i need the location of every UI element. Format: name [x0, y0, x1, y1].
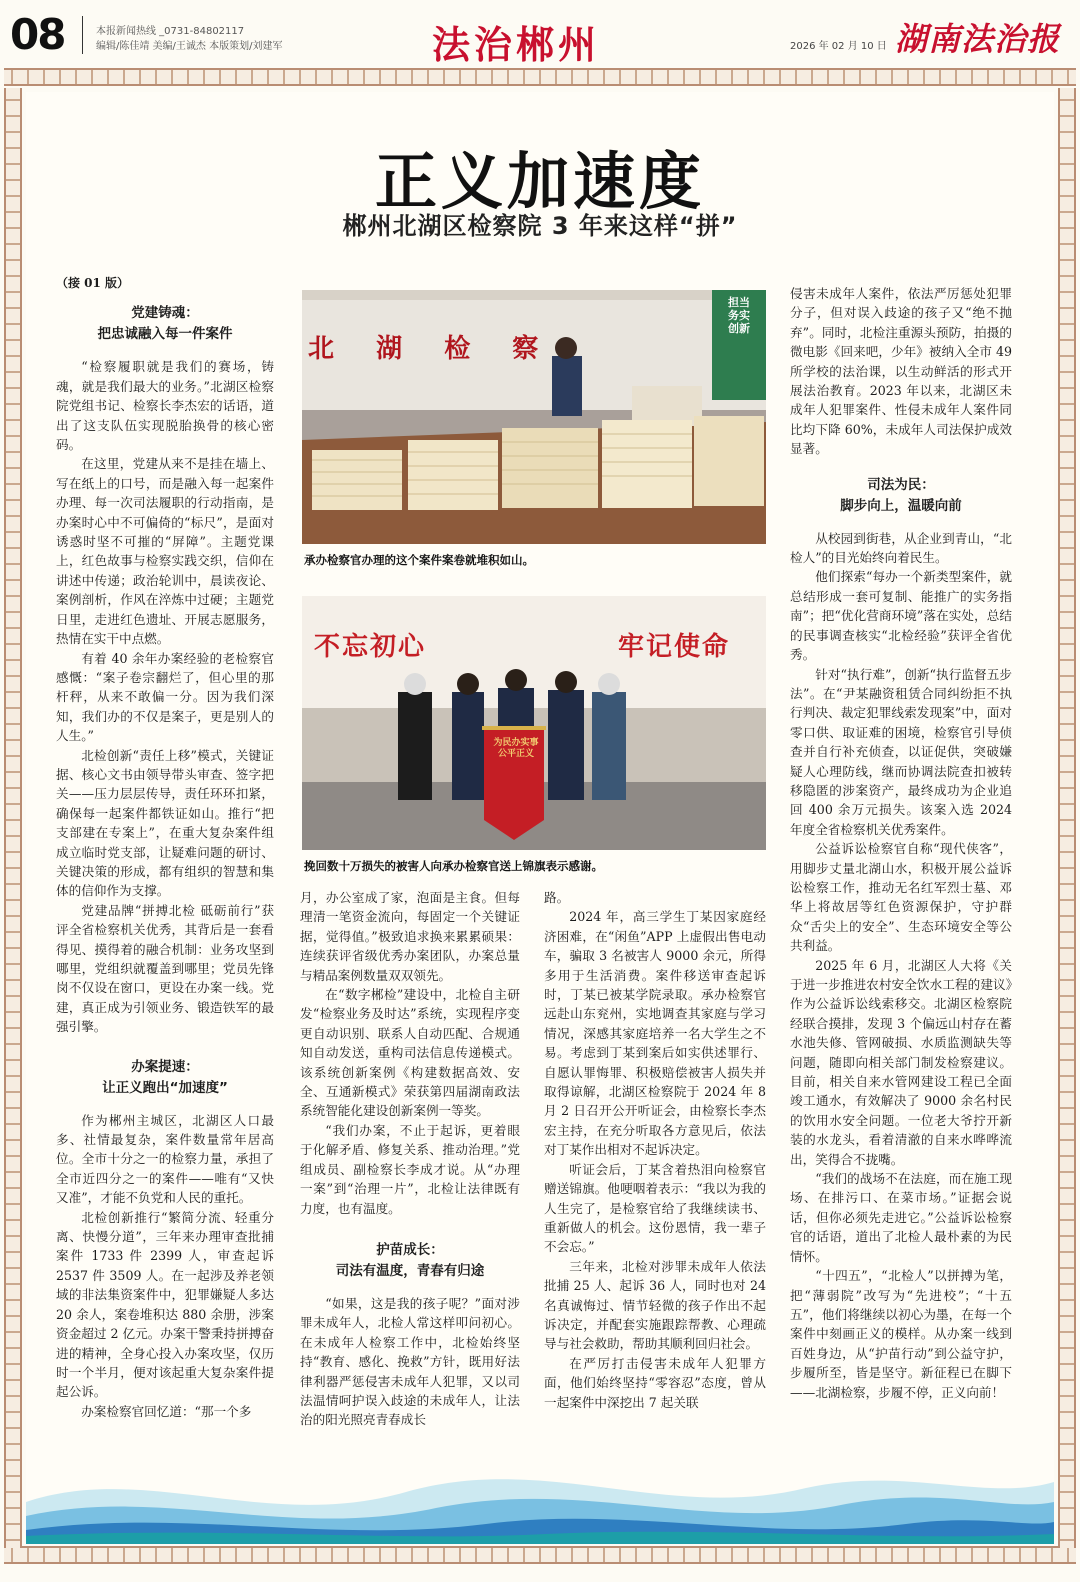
section-title: 法治郴州	[432, 22, 601, 67]
photo-caption-1: 承办检察官办理的这个案件案卷就堆积如山。	[304, 553, 534, 567]
paragraph: 北检创新推行“繁简分流、轻重分离、快慢分道”，三年来办理审查批捕案件 1733 件 2399 人，审查起诉 2537 件 3509 人。在一起涉及养老领域的非法集资案件中，犯罪嫌疑人多达 20 余人，案卷堆积达 880 余册，涉案资金超过 2 亿元。办案干警秉持拼搏奋进的精神，全身心投入办案攻坚，仅历时一个半月，便对该起重大复杂案件提起公诉。	[56, 1209, 274, 1400]
paragraph: 从校园到街巷，从企业到青山，“北检人”的目光始终向着民生。	[790, 530, 1012, 566]
page-number: 08	[10, 10, 65, 59]
headline: 正义加速度	[374, 145, 705, 218]
masthead-info	[96, 24, 282, 54]
paragraph: “如果，这是我的孩子呢？”面对涉罪未成年人，北检人常这样叩问初心。在未成年人检察工作中，北检始终坚持“教育、感化、挽救”方针，既用好法律利器严惩侵害未成年人犯罪，又以司法温情呵护误入歧途的未成年人，让法治的阳光照亮青春成长	[300, 1295, 520, 1428]
frame-bottom-border	[4, 1546, 1076, 1564]
paragraph: 针对“执行难”，创新“执行监督五步法”。在“尹某融资租赁合同纠纷拒不执行判决、裁定犯罪线索发现案”中，面对零口供、取证难的困境，检察官引导侦查并自行补充侦查，以证促供，突破嫌疑人心理防线，继而协调法院查扣被转移隐匿的涉案资产，最终成功为企业追回 400 余万元损失。该案入选 2024 年度全省检察机关优秀案件。	[790, 666, 1012, 837]
paragraph: 在“数字郴检”建设中，北检自主研发“检察业务及时达”系统，实现程序变更自动识别、联系人自动匹配、合规通知自动发送，重构司法信息传递模式。该系统创新案例《构建数据高效、安全、互通新模式》荣获第四届湖南政法系统智能化建设创新案例一等奖。	[300, 987, 520, 1119]
paragraph: 党建品牌“拼搏北检 砥砺前行”获评全省检察机关优秀，其背后是一套看得见、摸得着的融合机制：业务攻坚到哪里，党组织就覆盖到哪里；党员先锋岗不仅设在窗口，更设在办案一线。党建，真正成为引领业务、锻造铁军的最强引擎。	[56, 902, 274, 1035]
hotline: 本报新闻热线 _0731-84802117	[96, 26, 245, 37]
paragraph: “检察履职就是我们的赛场，铸魂，就是我们最大的业务。”北湖区检察院党组书记、检察长李杰宏的话语，道出了这支队伍实现脱胎换骨的核心密码。	[56, 359, 274, 453]
column-1	[56, 274, 274, 1421]
section-heading-party: 党建铸魂： 把忠诚融入每一件案件	[97, 305, 233, 343]
issue-date: 2026 年 02 月 10 日	[790, 41, 887, 52]
wave-decoration	[26, 1442, 1054, 1544]
banner-left: 不忘初心	[314, 632, 427, 662]
paragraph: 2024 年，高三学生丁某因家庭经济困难，在“闲鱼”APP 上虚假出售电动车，骗取 3 名被害人 9000 余元，所得多用于生活消费。案件移送审查起诉时，丁某已被某学院录取。承办检察官远赴山东兖州，实地调查其家庭与学习情况，深感其家庭培养一名大学生之不易。考虑到丁某到案后如实供述罪行、自愿认罪悔罪、积极赔偿被害人损失并取得谅解，北湖区检察院于 2024 年 8 月 2 日召开公开听证会，由检察长李杰宏主持，在充分听取各方意见后，依法对丁某作出相对不起诉决定。	[544, 909, 766, 1158]
photo-case-files	[302, 290, 766, 544]
newspaper-logo: 湖南法治报	[895, 20, 1061, 58]
pennant-text: 为民办实事 公平正义	[493, 738, 539, 759]
frame-top-border	[4, 68, 1076, 86]
paragraph: 他们探索“每办一个新类型案件，就总结形成一套可复制、能推广的实务指南”；把“优化营商环境”落在实处，总结的民事调查核实“北检经验”获评全省优秀。	[790, 569, 1012, 663]
column-2	[300, 888, 520, 1430]
section-heading-people: 司法为民： 脚步向上，温暖向前	[840, 476, 962, 514]
paragraph: 在这里，党建从来不是挂在墙上、写在纸上的口号，而是融入每一起案件办理、每一次司法履职的行动指南，是办案时心中不可偏倚的“标尺”，是面对诱惑时坚不可摧的“屏障”。主题党课上，红色故事与检察实践交织，信仰在讲述中传递；政治轮训中，晨读夜论、案例剖析，作风在淬炼中过硬；主题党日里，走进红色遗址、开展志愿服务，热情在实干中点燃。	[56, 456, 274, 647]
paragraph: “我们的战场不在法庭，而在施工现场、在排污口、在菜市场。”证据会说话，但你必须先走进它。”公益诉讼检察官的话语，道出了北检人最朴素的为民情怀。	[790, 1171, 1012, 1264]
column-3	[544, 888, 766, 1412]
section-heading-speed: 办案提速： 让正义跑出“加速度”	[102, 1058, 228, 1096]
staff-credits: 编辑/陈佳靖 美编/王诚杰 本版策划/刘建军	[96, 41, 283, 52]
paragraph: “我们办案，不止于起诉，更着眼于化解矛盾、修复关系、推动治理。”党组成员、副检察长李成才说。从“办理一案”到“治理一片”，北检让法律既有力度，也有温度。	[300, 1122, 520, 1216]
photo-caption-2: 挽回数十万损失的被害人向承办检察官送上锦旗表示感谢。	[304, 859, 603, 873]
paragraph: 在严厉打击侵害未成年人犯罪方面，他们始终坚持“零容忍”态度，曾从一起案件中深挖出 7 起关联	[544, 1355, 766, 1410]
paragraph: 听证会后，丁某含着热泪向检察官赠送锦旗。他哽咽着表示：“我以为我的人生完了，是检察官给了我继续读书、重新做人的机会。这份恩情，我一辈子不会忘。”	[544, 1161, 766, 1255]
paragraph: 侵害未成年人案件，依法严厉惩处犯罪分子，但对误入歧途的孩子又“绝不抛弃”。同时，北检注重源头预防，拍摄的微电影《回来吧，少年》被纳入全市 49 所学校的法治课，以生动鲜活的形式开展法治教育。2023 年以来，北湖区未成年人犯罪案件、性侵未成年人案件同比均下降 60%，未成年人司法保护成效显著。	[790, 286, 1012, 457]
masthead-divider	[82, 16, 83, 54]
wall-sign: 北 湖 检 察	[308, 334, 547, 364]
subheadline: 郴州北湖区检察院 3 年来这样“拼”	[342, 212, 738, 240]
paragraph: 路。	[544, 890, 570, 905]
paragraph: 办案检察官回忆道：“那一个多	[81, 1403, 252, 1419]
column-4	[790, 284, 1012, 1402]
paragraph: 作为郴州主城区，北湖区人口最多、社情最复杂，案件数量常年居高位。全市十分之一的检察力量，承担了全市近四分之一的案件——唯有“又快又准”，才能不负党和人民的重托。	[56, 1112, 274, 1206]
section-heading-youth: 护苗成长： 司法有温度，青春有归途	[335, 1241, 485, 1279]
frame-left-border	[4, 88, 22, 1548]
side-sign: 担当 务实 创新	[728, 296, 750, 335]
frame-right-border	[1058, 88, 1076, 1548]
photo-pennant	[302, 596, 766, 850]
continued-label: （接 01 版）	[56, 276, 130, 290]
paragraph: 2025 年 6 月，北湖区人大将《关于进一步推进农村安全饮水工程的建议》作为公益诉讼线索移交。北湖区检察院经联合摸排，发现 3 个偏远山村存在蓄水池失修、管网破损、水质监测缺失等问题，随即向相关部门制发检察建议。目前，相关自来水管网建设工程已全面竣工通水，有效解决了 9000 余名村民的饮用水安全问题。一位老大爷拧开新装的水龙头，看着清澈的自来水哗哗流出，笑得合不拢嘴。	[790, 957, 1012, 1167]
paragraph: “十四五”，“北检人”以拼搏为笔，把“薄弱院”改写为“先进校”；“十五五”，他们将继续以初心为墨，在每一个案件中刻画正义的模样。从办案一线到百姓身边，从“护苗行动”到公益守护，步履所至，皆是坚守。新征程已在脚下——北湖检察，步履不停，正义向前！	[790, 1268, 1012, 1400]
masthead	[0, 0, 1080, 66]
banner-right: 牢记使命	[618, 632, 731, 662]
paragraph: 公益诉讼检察官自称“现代侠客”，用脚步丈量北湖山水，积极开展公益诉讼检察工作，推动无名红军烈士墓、邓华上将故居等红色资源保护，守护群众“舌尖上的安全”、生态环境安全等公共利益。	[790, 841, 1012, 954]
paragraph: 北检创新“责任上移”模式，关键证据、核心文书由领导带头审查、签字把关——压力层层传导，责任环环扣紧，确保每一起案件都铁证如山。推行“把支部建在专案上”，在重大复杂案件组成立临时党支部，让疑难问题的研讨、关键决策的形成，都有组织的智慧和集体的信仰作为支撑。	[56, 747, 274, 899]
paragraph: 三年来，北检对涉罪未成年人依法批捕 25 人、起诉 36 人，同时也对 24 名真诚悔过、情节轻微的孩子作出不起诉决定，并配套实施跟踪帮教、心理疏导与社会救助，帮助其顺利回归社会。	[544, 1258, 766, 1352]
paragraph: 有着 40 余年办案经验的老检察官感慨：“案子卷宗翻烂了，但心里的那杆秤，从来不敢偏一分。因为我们深知，我们办的不仅是案子，更是别人的人生。”	[56, 650, 274, 744]
paragraph: 月，办公室成了家，泡面是主食。但每理清一笔资金流向，每固定一个关键证据，觉得值。”极致追求换来累累硕果：连续获评省级优秀办案团队，办案总量与精品案例数量双双领先。	[300, 890, 520, 983]
